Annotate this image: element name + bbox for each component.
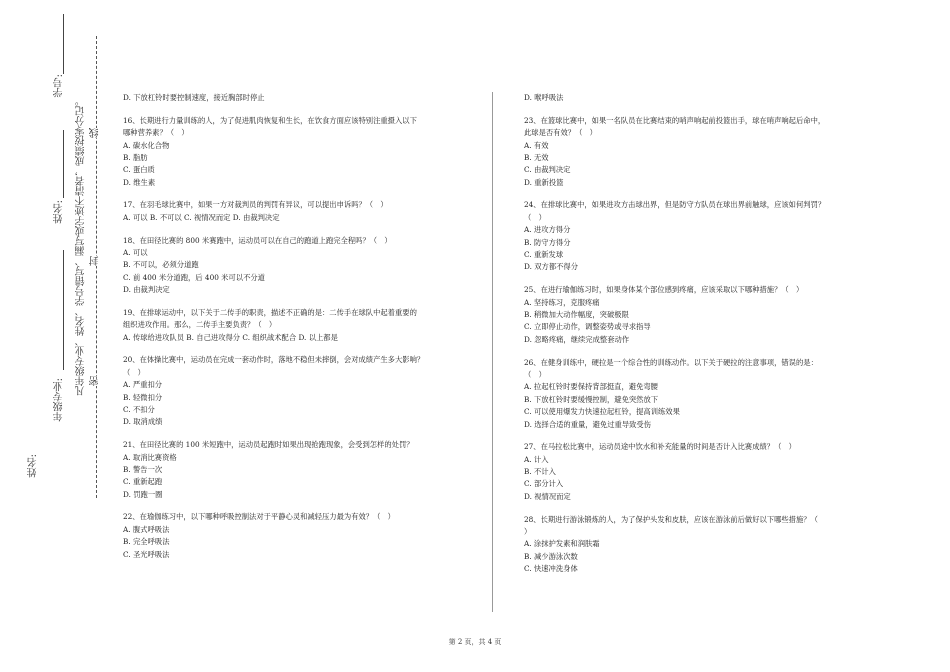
answer-option: A. 有效 bbox=[524, 140, 549, 150]
question-block bbox=[524, 441, 884, 503]
answer-option: A. 涂抹护发素和润肤霜 bbox=[524, 539, 600, 549]
question-block bbox=[123, 235, 478, 297]
answer-option: B. 不可以，必须分道跑 bbox=[123, 260, 199, 270]
question-stem: 19、在排球运动中，以下关于二传手的职责，描述不正确的是：二传手在球队中起着重要的 bbox=[123, 307, 417, 317]
question-column-right bbox=[524, 92, 884, 586]
column-divider bbox=[492, 92, 493, 612]
answer-option: D. 双方都不得分 bbox=[524, 262, 579, 272]
seal-mark-mi: 密 bbox=[90, 376, 101, 386]
answer-option: D. 视情况而定 bbox=[524, 491, 571, 501]
margin-label-name: 姓名: bbox=[54, 200, 65, 224]
question-stem: 16、长期进行力量训练的人，为了促进肌肉恢复和生长，在饮食方面应该特别注重摄入以下 bbox=[123, 115, 417, 125]
question-block bbox=[524, 199, 884, 273]
answer-option: A. 可以 B. 不可以 C. 视情况而定 D. 由裁判决定 bbox=[123, 212, 280, 222]
margin-label-school: 姓名: bbox=[28, 454, 39, 478]
answer-option: C. 立即停止动作，调整姿势或寻求指导 bbox=[524, 322, 651, 332]
answer-option: C. 部分计入 bbox=[524, 479, 564, 489]
answer-option: B. 完全呼吸法 bbox=[123, 537, 170, 547]
question-block bbox=[123, 92, 478, 104]
answer-option: A. 传球给进攻队员 B. 自己进攻得分 C. 组织战术配合 D. 以上都是 bbox=[123, 332, 338, 342]
answer-option: D. 维生素 bbox=[123, 177, 156, 187]
answer-option: C. 圣光呼吸法 bbox=[123, 549, 170, 559]
answer-option: A. 可以 bbox=[123, 247, 148, 257]
answer-option: B. 警告一次 bbox=[123, 464, 163, 474]
question-stem: （ ） bbox=[123, 367, 145, 377]
answer-option: B. 不计入 bbox=[524, 467, 556, 477]
answer-option: B. 无效 bbox=[524, 152, 549, 162]
question-block bbox=[123, 115, 478, 189]
question-block bbox=[524, 357, 884, 431]
question-block bbox=[123, 439, 478, 501]
answer-option: A. 取消比赛资格 bbox=[123, 452, 177, 462]
margin-fill-line bbox=[63, 250, 64, 370]
answer-option: B. 稍微加大动作幅度，突破极限 bbox=[524, 309, 629, 319]
answer-option: A. 碳水化合物 bbox=[123, 140, 170, 150]
seal-dashed-line bbox=[96, 36, 97, 498]
answer-option: D. 由裁判决定 bbox=[123, 285, 170, 295]
question-stem: 18、在田径比赛的 800 米赛跑中，运动员可以在自己的跑道上跑完全程吗？（ ） bbox=[123, 235, 392, 245]
margin-instruction: 凡年级专业、姓名、学号错写、漏写或字迹不清者，成绩按零分记。 bbox=[76, 96, 87, 396]
question-stem: 哪种营养素？（ ） bbox=[123, 128, 189, 138]
question-stem: 21、在田径比赛的 100 米短跑中，运动员起跑时如果出现抢跑现象，会受到怎样的处罚？ bbox=[123, 440, 414, 450]
answer-option: A. 坚持练习，克服疼痛 bbox=[524, 297, 600, 307]
answer-option: D. 罚跑一圈 bbox=[123, 489, 163, 499]
question-stem: （ ） bbox=[524, 212, 546, 222]
answer-option: C. 重新起跑 bbox=[123, 477, 163, 487]
answer-option: D. 忽略疼痛，继续完成整套动作 bbox=[524, 334, 630, 344]
answer-option: C. 由裁判决定 bbox=[524, 165, 571, 175]
question-block bbox=[524, 115, 884, 189]
answer-option: D. 取消成绩 bbox=[123, 417, 163, 427]
question-stem: 组织进攻作用。那么，二传手主要负责？（ ） bbox=[123, 320, 277, 330]
seal-mark-xian: 线 bbox=[90, 128, 101, 138]
answer-option: C. 重新发球 bbox=[524, 250, 564, 260]
question-stem: 27、在马拉松比赛中，运动员途中饮水和补充能量的时间是否计入比赛成绩？（ ） bbox=[524, 442, 796, 452]
question-block bbox=[524, 92, 884, 104]
question-block bbox=[524, 514, 884, 576]
seal-mark-feng: 封 bbox=[90, 256, 101, 266]
answer-option: B. 下放杠铃时要缓慢控制，避免突然放下 bbox=[524, 394, 659, 404]
answer-option: A. 严重扣分 bbox=[123, 380, 163, 390]
question-stem: 28、长期进行游泳锻炼的人，为了保护头发和皮肤，应该在游泳前后做好以下哪些措施？（ bbox=[524, 514, 818, 524]
answer-option: C. 可以使用爆发力快速拉起杠铃，提高训练效果 bbox=[524, 407, 680, 417]
margin-label-id: 学号: bbox=[54, 74, 65, 98]
question-stem: 24、在排球比赛中，如果进攻方击球出界，但是防守方队员在球出界前触球，应该如何判罚？ bbox=[524, 200, 826, 210]
answer-option: C. 不扣分 bbox=[123, 405, 155, 415]
question-stem: （ ） bbox=[524, 369, 546, 379]
answer-option: B. 防守方得分 bbox=[524, 237, 571, 247]
question-stem: 26、在健身训练中，硬拉是一个综合性的训练动作。以下关于硬拉的注意事项，错误的是： bbox=[524, 357, 818, 367]
binding-margin bbox=[0, 0, 110, 672]
question-stem: 25、在进行瑜伽练习时，如果身体某个部位感到疼痛，应该采取以下哪种措施？（ ） bbox=[524, 285, 804, 295]
question-block bbox=[123, 307, 478, 344]
question-block bbox=[123, 354, 478, 428]
answer-option: A. 拉起杠铃时要保持背部挺直，避免弯腰 bbox=[524, 382, 658, 392]
margin-fill-line bbox=[63, 14, 64, 74]
question-column-left bbox=[123, 92, 478, 571]
question-block bbox=[123, 199, 478, 224]
question-stem: D. 喉呼吸法 bbox=[524, 93, 564, 102]
answer-option: A. 腹式呼吸法 bbox=[123, 524, 170, 534]
question-stem: 20、在体操比赛中，运动员在完成一套动作时，落地不稳但未摔倒，会对成绩产生多大影响？ bbox=[123, 355, 425, 365]
question-stem: D. 下放杠铃时要控制速度，接近胸部时停止 bbox=[123, 93, 265, 102]
answer-option: B. 轻微扣分 bbox=[123, 392, 163, 402]
answer-option: B. 减少游泳次数 bbox=[524, 551, 578, 561]
answer-option: A. 进攻方得分 bbox=[524, 225, 571, 235]
answer-option: D. 选择合适的重量，避免过重导致受伤 bbox=[524, 419, 651, 429]
question-stem: ） bbox=[524, 526, 532, 536]
question-stem: 22、在瑜伽练习中，以下哪种呼吸控制法对于平静心灵和减轻压力最为有效？（ ） bbox=[123, 512, 395, 522]
question-block bbox=[123, 511, 478, 561]
page-footer: 第 2 页，共 4 页 bbox=[448, 638, 502, 646]
question-block bbox=[524, 284, 884, 346]
question-stem: 17、在羽毛球比赛中，如果一方对裁判员的判罚有异议，可以提出申诉吗？（ ） bbox=[123, 200, 388, 210]
answer-option: A. 计入 bbox=[524, 454, 549, 464]
answer-option: C. 快速冲洗身体 bbox=[524, 564, 578, 574]
answer-option: D. 重新投篮 bbox=[524, 177, 564, 187]
answer-option: B. 脂肪 bbox=[123, 152, 148, 162]
margin-fill-line bbox=[63, 130, 64, 198]
answer-option: C. 前 400 米分道跑，后 400 米可以不分道 bbox=[123, 272, 265, 282]
question-stem: 此球是否有效？（ ） bbox=[524, 128, 597, 138]
question-stem: 23、在篮球比赛中，如果一名队员在比赛结束的哨声响起前投篮出手，球在哨声响起后命中， bbox=[524, 115, 826, 125]
margin-label-major: 年级专业: bbox=[54, 378, 65, 422]
answer-option: C. 蛋白质 bbox=[123, 165, 155, 175]
